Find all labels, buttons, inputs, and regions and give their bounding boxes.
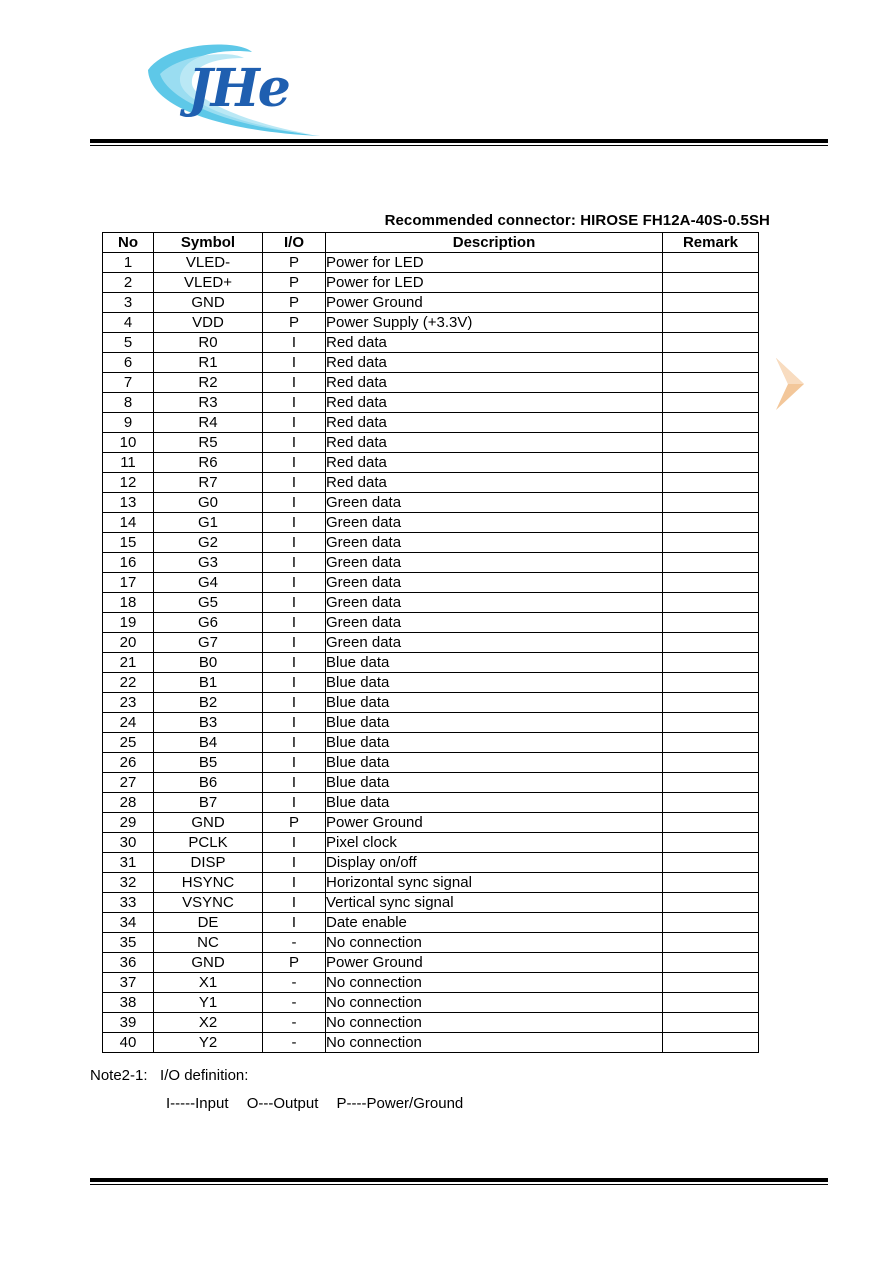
connector-note: Recommended connector: HIROSE FH12A-40S-0.5SH bbox=[384, 212, 770, 229]
footer-rule-thin bbox=[90, 1184, 828, 1185]
header-rule-thin bbox=[90, 145, 828, 146]
pin-remark bbox=[663, 353, 759, 373]
pin-remark bbox=[663, 613, 759, 633]
pin-description: Power Ground bbox=[326, 953, 663, 973]
pin-number: 32 bbox=[103, 873, 154, 893]
pin-io: I bbox=[263, 493, 326, 513]
pin-number: 18 bbox=[103, 593, 154, 613]
pin-io: I bbox=[263, 833, 326, 853]
pin-io: P bbox=[263, 273, 326, 293]
pin-number: 2 bbox=[103, 273, 154, 293]
table-row bbox=[103, 373, 759, 393]
pin-number: 27 bbox=[103, 773, 154, 793]
pin-remark bbox=[663, 1013, 759, 1033]
pin-description: Blue data bbox=[326, 673, 663, 693]
pin-symbol: X2 bbox=[154, 1013, 263, 1033]
table-row bbox=[103, 353, 759, 373]
table-row bbox=[103, 633, 759, 653]
pin-symbol: VLED- bbox=[154, 253, 263, 273]
pin-remark bbox=[663, 553, 759, 573]
pin-symbol: NC bbox=[154, 933, 263, 953]
pin-io: - bbox=[263, 993, 326, 1013]
pin-symbol: VDD bbox=[154, 313, 263, 333]
table-row bbox=[103, 793, 759, 813]
pin-description: No connection bbox=[326, 1013, 663, 1033]
pin-io: I bbox=[263, 713, 326, 733]
pin-description: Horizontal sync signal bbox=[326, 873, 663, 893]
table-row bbox=[103, 493, 759, 513]
logo-text: JHe bbox=[188, 58, 289, 119]
pin-remark bbox=[663, 913, 759, 933]
pin-io: I bbox=[263, 613, 326, 633]
table-row bbox=[103, 533, 759, 553]
table-row bbox=[103, 333, 759, 353]
pin-remark bbox=[663, 853, 759, 873]
pin-number: 25 bbox=[103, 733, 154, 753]
pin-io: I bbox=[263, 553, 326, 573]
pin-remark bbox=[663, 733, 759, 753]
pin-io: I bbox=[263, 793, 326, 813]
pin-symbol: Y2 bbox=[154, 1033, 263, 1053]
pin-io: I bbox=[263, 473, 326, 493]
pin-io: - bbox=[263, 933, 326, 953]
pin-description: Red data bbox=[326, 353, 663, 373]
table-row bbox=[103, 553, 759, 573]
table-row bbox=[103, 293, 759, 313]
pin-remark bbox=[663, 773, 759, 793]
pin-symbol: R0 bbox=[154, 333, 263, 353]
pin-remark bbox=[663, 373, 759, 393]
header-rule bbox=[90, 139, 828, 143]
pin-symbol: G4 bbox=[154, 573, 263, 593]
pin-symbol: G2 bbox=[154, 533, 263, 553]
pin-description: Green data bbox=[326, 553, 663, 573]
pin-number: 37 bbox=[103, 973, 154, 993]
table-row bbox=[103, 973, 759, 993]
pin-description: Blue data bbox=[326, 653, 663, 673]
pin-number: 14 bbox=[103, 513, 154, 533]
pin-symbol: GND bbox=[154, 293, 263, 313]
pin-description: Red data bbox=[326, 473, 663, 493]
column-header-io: I/O bbox=[263, 233, 326, 253]
pin-remark bbox=[663, 633, 759, 653]
pin-symbol: R6 bbox=[154, 453, 263, 473]
table-row bbox=[103, 473, 759, 493]
pin-description: Green data bbox=[326, 533, 663, 553]
pin-description: Power Ground bbox=[326, 813, 663, 833]
pin-remark bbox=[663, 873, 759, 893]
pin-remark bbox=[663, 833, 759, 853]
table-row bbox=[103, 1013, 759, 1033]
pin-description: Blue data bbox=[326, 693, 663, 713]
pin-remark bbox=[663, 493, 759, 513]
pin-description: Red data bbox=[326, 333, 663, 353]
pin-description: Blue data bbox=[326, 773, 663, 793]
pin-io: - bbox=[263, 973, 326, 993]
footer-rule bbox=[90, 1178, 828, 1182]
pin-symbol: R4 bbox=[154, 413, 263, 433]
pin-remark bbox=[663, 713, 759, 733]
pin-symbol: GND bbox=[154, 953, 263, 973]
pin-io: I bbox=[263, 333, 326, 353]
pin-io: I bbox=[263, 373, 326, 393]
pin-io: I bbox=[263, 513, 326, 533]
pin-description: No connection bbox=[326, 973, 663, 993]
table-row bbox=[103, 813, 759, 833]
pin-number: 29 bbox=[103, 813, 154, 833]
column-header-remark: Remark bbox=[663, 233, 759, 253]
pin-remark bbox=[663, 973, 759, 993]
table-row bbox=[103, 253, 759, 273]
pin-symbol: G5 bbox=[154, 593, 263, 613]
pin-number: 35 bbox=[103, 933, 154, 953]
io-def-output: O---Output bbox=[246, 1095, 319, 1112]
pin-symbol: VSYNC bbox=[154, 893, 263, 913]
pin-io: I bbox=[263, 353, 326, 373]
table-row bbox=[103, 433, 759, 453]
pin-remark bbox=[663, 453, 759, 473]
pin-number: 33 bbox=[103, 893, 154, 913]
pin-remark bbox=[663, 393, 759, 413]
table-row bbox=[103, 613, 759, 633]
pin-io: I bbox=[263, 653, 326, 673]
pin-io: I bbox=[263, 733, 326, 753]
pin-io: I bbox=[263, 593, 326, 613]
table-row bbox=[103, 513, 759, 533]
pin-symbol: G3 bbox=[154, 553, 263, 573]
pin-number: 17 bbox=[103, 573, 154, 593]
pin-io: I bbox=[263, 573, 326, 593]
pin-description: Red data bbox=[326, 453, 663, 473]
pin-io: I bbox=[263, 433, 326, 453]
pin-description: Vertical sync signal bbox=[326, 893, 663, 913]
pin-description: Green data bbox=[326, 593, 663, 613]
pin-remark bbox=[663, 813, 759, 833]
pin-description: Power for LED bbox=[326, 253, 663, 273]
table-row bbox=[103, 953, 759, 973]
pin-io: I bbox=[263, 453, 326, 473]
pin-number: 36 bbox=[103, 953, 154, 973]
pin-number: 10 bbox=[103, 433, 154, 453]
pin-symbol: B4 bbox=[154, 733, 263, 753]
table-row bbox=[103, 453, 759, 473]
pin-number: 40 bbox=[103, 1033, 154, 1053]
pin-remark bbox=[663, 953, 759, 973]
table-row bbox=[103, 733, 759, 753]
pin-description: No connection bbox=[326, 933, 663, 953]
pin-description: Pixel clock bbox=[326, 833, 663, 853]
table-row bbox=[103, 693, 759, 713]
pin-symbol: R3 bbox=[154, 393, 263, 413]
pin-description: Green data bbox=[326, 573, 663, 593]
pin-number: 26 bbox=[103, 753, 154, 773]
pin-description: Red data bbox=[326, 433, 663, 453]
pin-symbol: B1 bbox=[154, 673, 263, 693]
pin-remark bbox=[663, 653, 759, 673]
pin-io: I bbox=[263, 393, 326, 413]
pin-description: Green data bbox=[326, 513, 663, 533]
table-row bbox=[103, 1033, 759, 1053]
pin-number: 15 bbox=[103, 533, 154, 553]
pin-number: 8 bbox=[103, 393, 154, 413]
pin-remark bbox=[663, 273, 759, 293]
pin-number: 12 bbox=[103, 473, 154, 493]
pin-description: Green data bbox=[326, 493, 663, 513]
pin-number: 31 bbox=[103, 853, 154, 873]
table-header-row bbox=[103, 233, 759, 253]
pin-io: I bbox=[263, 753, 326, 773]
pin-number: 39 bbox=[103, 1013, 154, 1033]
table-row bbox=[103, 273, 759, 293]
pin-symbol: B7 bbox=[154, 793, 263, 813]
pin-remark bbox=[663, 253, 759, 273]
company-logo bbox=[140, 40, 340, 138]
table-row bbox=[103, 413, 759, 433]
pin-symbol: X1 bbox=[154, 973, 263, 993]
pin-symbol: G1 bbox=[154, 513, 263, 533]
pin-symbol: R5 bbox=[154, 433, 263, 453]
pin-symbol: B6 bbox=[154, 773, 263, 793]
pin-symbol: G0 bbox=[154, 493, 263, 513]
table-row bbox=[103, 573, 759, 593]
pin-io: P bbox=[263, 293, 326, 313]
pin-remark bbox=[663, 893, 759, 913]
pin-number: 24 bbox=[103, 713, 154, 733]
io-def-power: P----Power/Ground bbox=[336, 1095, 464, 1112]
table-row bbox=[103, 873, 759, 893]
pin-description: No connection bbox=[326, 993, 663, 1013]
pin-remark bbox=[663, 473, 759, 493]
table-row bbox=[103, 313, 759, 333]
pin-symbol: DISP bbox=[154, 853, 263, 873]
pin-symbol: VLED+ bbox=[154, 273, 263, 293]
pin-symbol: HSYNC bbox=[154, 873, 263, 893]
pin-description: Blue data bbox=[326, 753, 663, 773]
pin-symbol: GND bbox=[154, 813, 263, 833]
pin-number: 28 bbox=[103, 793, 154, 813]
pin-remark bbox=[663, 933, 759, 953]
pin-io: I bbox=[263, 893, 326, 913]
pin-remark bbox=[663, 673, 759, 693]
pin-remark bbox=[663, 753, 759, 773]
chevron-right-icon[interactable] bbox=[774, 356, 808, 412]
pin-description: Power for LED bbox=[326, 273, 663, 293]
pin-io: P bbox=[263, 253, 326, 273]
pin-remark bbox=[663, 573, 759, 593]
pin-remark bbox=[663, 293, 759, 313]
pin-io: P bbox=[263, 953, 326, 973]
pin-description: Blue data bbox=[326, 733, 663, 753]
pin-number: 38 bbox=[103, 993, 154, 1013]
pin-number: 6 bbox=[103, 353, 154, 373]
pin-description: Green data bbox=[326, 633, 663, 653]
pin-symbol: B2 bbox=[154, 693, 263, 713]
table-row bbox=[103, 993, 759, 1013]
column-header-symbol: Symbol bbox=[154, 233, 263, 253]
pin-io: I bbox=[263, 853, 326, 873]
pin-description: Power Supply (+3.3V) bbox=[326, 313, 663, 333]
table-row bbox=[103, 853, 759, 873]
note-title: Note2-1: I/O definition: bbox=[90, 1067, 249, 1084]
column-header-description: Description bbox=[326, 233, 663, 253]
pin-description: Date enable bbox=[326, 913, 663, 933]
table-row bbox=[103, 593, 759, 613]
pin-number: 3 bbox=[103, 293, 154, 313]
pin-description: Power Ground bbox=[326, 293, 663, 313]
pin-symbol: DE bbox=[154, 913, 263, 933]
pin-number: 23 bbox=[103, 693, 154, 713]
pin-remark bbox=[663, 433, 759, 453]
pin-assignment-table bbox=[102, 232, 759, 1053]
pin-symbol: B0 bbox=[154, 653, 263, 673]
pin-number: 5 bbox=[103, 333, 154, 353]
pin-symbol: G6 bbox=[154, 613, 263, 633]
table-row bbox=[103, 933, 759, 953]
pin-description: Red data bbox=[326, 373, 663, 393]
table-row bbox=[103, 893, 759, 913]
pin-io: - bbox=[263, 1033, 326, 1053]
pin-io: I bbox=[263, 533, 326, 553]
table-row bbox=[103, 673, 759, 693]
pin-number: 20 bbox=[103, 633, 154, 653]
pin-number: 21 bbox=[103, 653, 154, 673]
pin-symbol: B5 bbox=[154, 753, 263, 773]
pin-remark bbox=[663, 333, 759, 353]
pin-io: I bbox=[263, 693, 326, 713]
pin-number: 1 bbox=[103, 253, 154, 273]
pin-remark bbox=[663, 793, 759, 813]
pin-io: - bbox=[263, 1013, 326, 1033]
pin-io: I bbox=[263, 873, 326, 893]
pin-number: 30 bbox=[103, 833, 154, 853]
pin-io: I bbox=[263, 633, 326, 653]
pin-number: 4 bbox=[103, 313, 154, 333]
pin-io: I bbox=[263, 913, 326, 933]
table-row bbox=[103, 713, 759, 733]
pin-remark bbox=[663, 693, 759, 713]
pin-number: 19 bbox=[103, 613, 154, 633]
pin-io: I bbox=[263, 673, 326, 693]
io-definitions bbox=[166, 1095, 477, 1112]
table-row bbox=[103, 773, 759, 793]
table-row bbox=[103, 913, 759, 933]
pin-remark bbox=[663, 1033, 759, 1053]
pin-remark bbox=[663, 993, 759, 1013]
pin-io: P bbox=[263, 313, 326, 333]
table-row bbox=[103, 393, 759, 413]
pin-description: Blue data bbox=[326, 713, 663, 733]
pin-remark bbox=[663, 513, 759, 533]
pin-description: Red data bbox=[326, 413, 663, 433]
table-row bbox=[103, 833, 759, 853]
pin-number: 13 bbox=[103, 493, 154, 513]
pin-description: Green data bbox=[326, 613, 663, 633]
table-row bbox=[103, 753, 759, 773]
column-header-no: No bbox=[103, 233, 154, 253]
pin-description: Red data bbox=[326, 393, 663, 413]
pin-remark bbox=[663, 313, 759, 333]
pin-symbol: PCLK bbox=[154, 833, 263, 853]
pin-io: I bbox=[263, 773, 326, 793]
pin-number: 7 bbox=[103, 373, 154, 393]
pin-symbol: G7 bbox=[154, 633, 263, 653]
pin-remark bbox=[663, 413, 759, 433]
pin-number: 11 bbox=[103, 453, 154, 473]
pin-description: Blue data bbox=[326, 793, 663, 813]
pin-remark bbox=[663, 593, 759, 613]
pin-number: 22 bbox=[103, 673, 154, 693]
pin-symbol: R7 bbox=[154, 473, 263, 493]
pin-symbol: B3 bbox=[154, 713, 263, 733]
table-row bbox=[103, 653, 759, 673]
pin-io: I bbox=[263, 413, 326, 433]
pin-description: Display on/off bbox=[326, 853, 663, 873]
pin-description: No connection bbox=[326, 1033, 663, 1053]
pin-symbol: R1 bbox=[154, 353, 263, 373]
pin-symbol: Y1 bbox=[154, 993, 263, 1013]
pin-symbol: R2 bbox=[154, 373, 263, 393]
io-def-input: I-----Input bbox=[166, 1095, 229, 1112]
pin-number: 16 bbox=[103, 553, 154, 573]
pin-io: P bbox=[263, 813, 326, 833]
pin-number: 9 bbox=[103, 413, 154, 433]
pin-number: 34 bbox=[103, 913, 154, 933]
pin-remark bbox=[663, 533, 759, 553]
